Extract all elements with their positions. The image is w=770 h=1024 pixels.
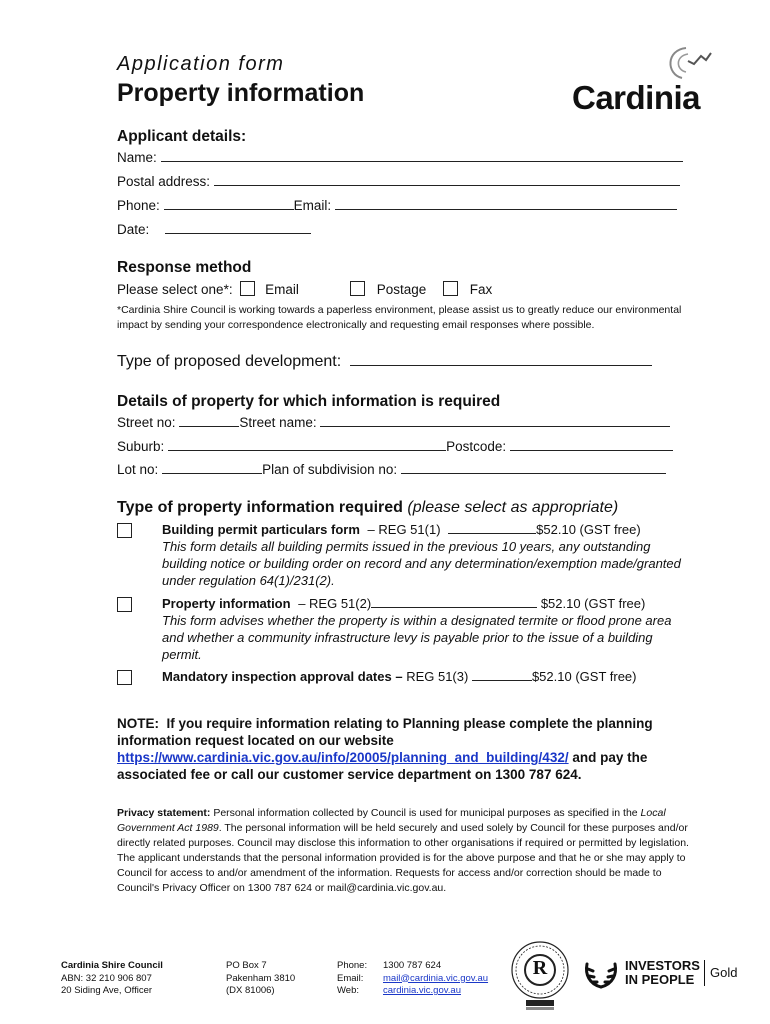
street-no-field[interactable] (179, 425, 239, 427)
date-label: Date: (117, 222, 150, 237)
street-name-label: Street name: (239, 415, 317, 430)
paperless-note: *Cardinia Shire Council is working towards a paperless environment, please assist us to greatly reduce our environmental impact by sending your correspondence electronically and requesting email responses where possible. (117, 304, 682, 331)
footer-email-label: Email: (337, 972, 364, 984)
email-label: Email: (293, 198, 332, 213)
phone-field[interactable] (164, 208, 294, 210)
lot-no-label: Lot no: (117, 462, 159, 477)
planning-note (117, 715, 677, 783)
property-info-rule (371, 606, 537, 608)
applicant-heading: Applicant details: (117, 128, 247, 145)
response-heading: Response method (117, 259, 252, 276)
footer-phone-label: Phone: (337, 960, 368, 971)
building-permit-reg: – REG 51(1) (367, 522, 441, 537)
privacy-text-1: Personal information collected by Council is used for municipal purposes as specified in the (213, 807, 638, 819)
email-checkbox[interactable] (240, 281, 255, 296)
property-info-label: Property information (162, 596, 291, 611)
name-field[interactable] (161, 160, 683, 162)
privacy-label: Privacy statement: (117, 807, 211, 819)
building-permit-description: This form details all building permits issued in the previous 10 years, any outstanding building notice or building order on record and any determination/exemption made/granted under regulation 64(1)/231(2). (162, 539, 681, 588)
fax-checkbox[interactable] (443, 281, 458, 296)
building-permit-price: $52.10 (GST free) (536, 522, 641, 537)
investors-in-people-logo (583, 954, 753, 994)
property-info-price: $52.10 (GST free) (540, 596, 646, 611)
response-prompt: Please select one*: (117, 282, 233, 297)
footer-abn: ABN: 32 210 906 807 (61, 972, 152, 984)
name-label: Name: (117, 150, 157, 165)
footer-org-block (61, 960, 163, 998)
development-field[interactable] (350, 364, 652, 366)
cardinia-logo (570, 44, 715, 116)
page-title: Property information (117, 79, 365, 107)
street-no-label: Street no: (117, 415, 176, 430)
mandatory-inspection-label: Mandatory inspection approval dates – (162, 669, 403, 684)
note-text-2: and pay the associated fee or call our customer service department on 1300 787 624. (117, 750, 648, 782)
phone-label: Phone: (117, 198, 160, 213)
note-prefix: NOTE: (117, 716, 159, 731)
info-required-note: (please select as appropriate) (407, 499, 619, 516)
footer-po-box: PO Box 7 (226, 960, 267, 971)
street-name-field[interactable] (320, 425, 670, 427)
lot-no-field[interactable] (162, 472, 262, 474)
form-subtitle: Application form (117, 53, 285, 75)
suburb-field[interactable] (168, 449, 446, 451)
footer-contact-values (383, 960, 488, 998)
footer-phone: 1300 787 624 (383, 960, 442, 971)
footer-org: Cardinia Shire Council (61, 960, 163, 971)
property-info-checkbox[interactable] (117, 597, 132, 612)
building-permit-checkbox[interactable] (117, 523, 132, 538)
footer-web-label: Web: (337, 985, 360, 996)
info-required-heading: Type of property information required (117, 499, 403, 516)
footer-postal-block (226, 960, 295, 998)
property-heading: Details of property for which information is required (117, 393, 501, 410)
plan-label: Plan of subdivision no: (262, 462, 398, 477)
mandatory-inspection-reg: REG 51(3) (406, 669, 469, 684)
iip-line-2: IN PEOPLE (625, 972, 695, 987)
footer-web-link[interactable]: cardinia.vic.gov.au (383, 985, 461, 996)
postcode-field[interactable] (510, 449, 673, 451)
mandatory-inspection-rule (472, 679, 532, 681)
privacy-statement (117, 806, 689, 896)
footer-dx: (DX 81006) (226, 985, 275, 996)
plan-field[interactable] (401, 472, 666, 474)
privacy-act: Local Government Act 1989 (117, 807, 666, 834)
date-field[interactable] (165, 232, 311, 234)
privacy-text-2: . The personal information will be held securely and used solely by Council for these purposes and/or directly related purposes. Council may disclose this information to other organisations if required or permitted by legislation. The applicant understands that the personal information provided is for the above purpose and that he or she may apply to Council for access to and/or amendment of the information. Requests for access and/or correction should be made to Council's Privacy Officer on 1300 787 624 or mail@cardinia.vic.gov.au. (117, 822, 689, 894)
suburb-label: Suburb: (117, 439, 165, 454)
postal-label: Postal address: (117, 174, 211, 189)
seal-letter: R (532, 957, 548, 979)
mandatory-inspection-price: $52.10 (GST free) (531, 669, 637, 684)
property-info-description: This form advises whether the property is within a designated termite or flood prone area and whether a community infrastructure levy is payable prior to the issue of a building permit. (162, 613, 672, 662)
quality-seal (508, 940, 572, 1016)
development-label: Type of proposed development: (117, 353, 342, 370)
postal-address-field[interactable] (214, 184, 680, 186)
logo-text: Cardinia (572, 79, 701, 116)
footer-contact-labels (337, 960, 367, 998)
building-permit-label: Building permit particulars form (162, 522, 360, 537)
iip-divider (704, 960, 705, 986)
building-permit-rule (448, 532, 536, 534)
iip-line-1: INVESTORS (625, 958, 700, 973)
postage-checkbox[interactable] (350, 281, 365, 296)
email-field[interactable] (335, 208, 677, 210)
note-text-1: If you require information relating to Planning please complete the planning information request located on our website (117, 716, 653, 748)
postcode-label: Postcode: (446, 439, 507, 454)
fax-option-label: Fax (469, 282, 493, 297)
footer-town: Pakenham 3810 (226, 972, 296, 984)
property-info-reg: – REG 51(2) (298, 596, 372, 611)
footer-address: 20 Siding Ave, Officer (61, 985, 153, 996)
planning-website-link[interactable]: https://www.cardinia.vic.gov.au/info/20005/planning_and_building/432/ (117, 750, 569, 765)
postage-option-label: Postage (376, 282, 427, 297)
laurel-icon (583, 956, 619, 990)
footer-email-link[interactable]: mail@cardinia.vic.gov.au (383, 972, 489, 984)
iip-level: Gold (710, 965, 738, 980)
mandatory-inspection-checkbox[interactable] (117, 670, 132, 685)
email-option-label: Email (265, 282, 299, 297)
